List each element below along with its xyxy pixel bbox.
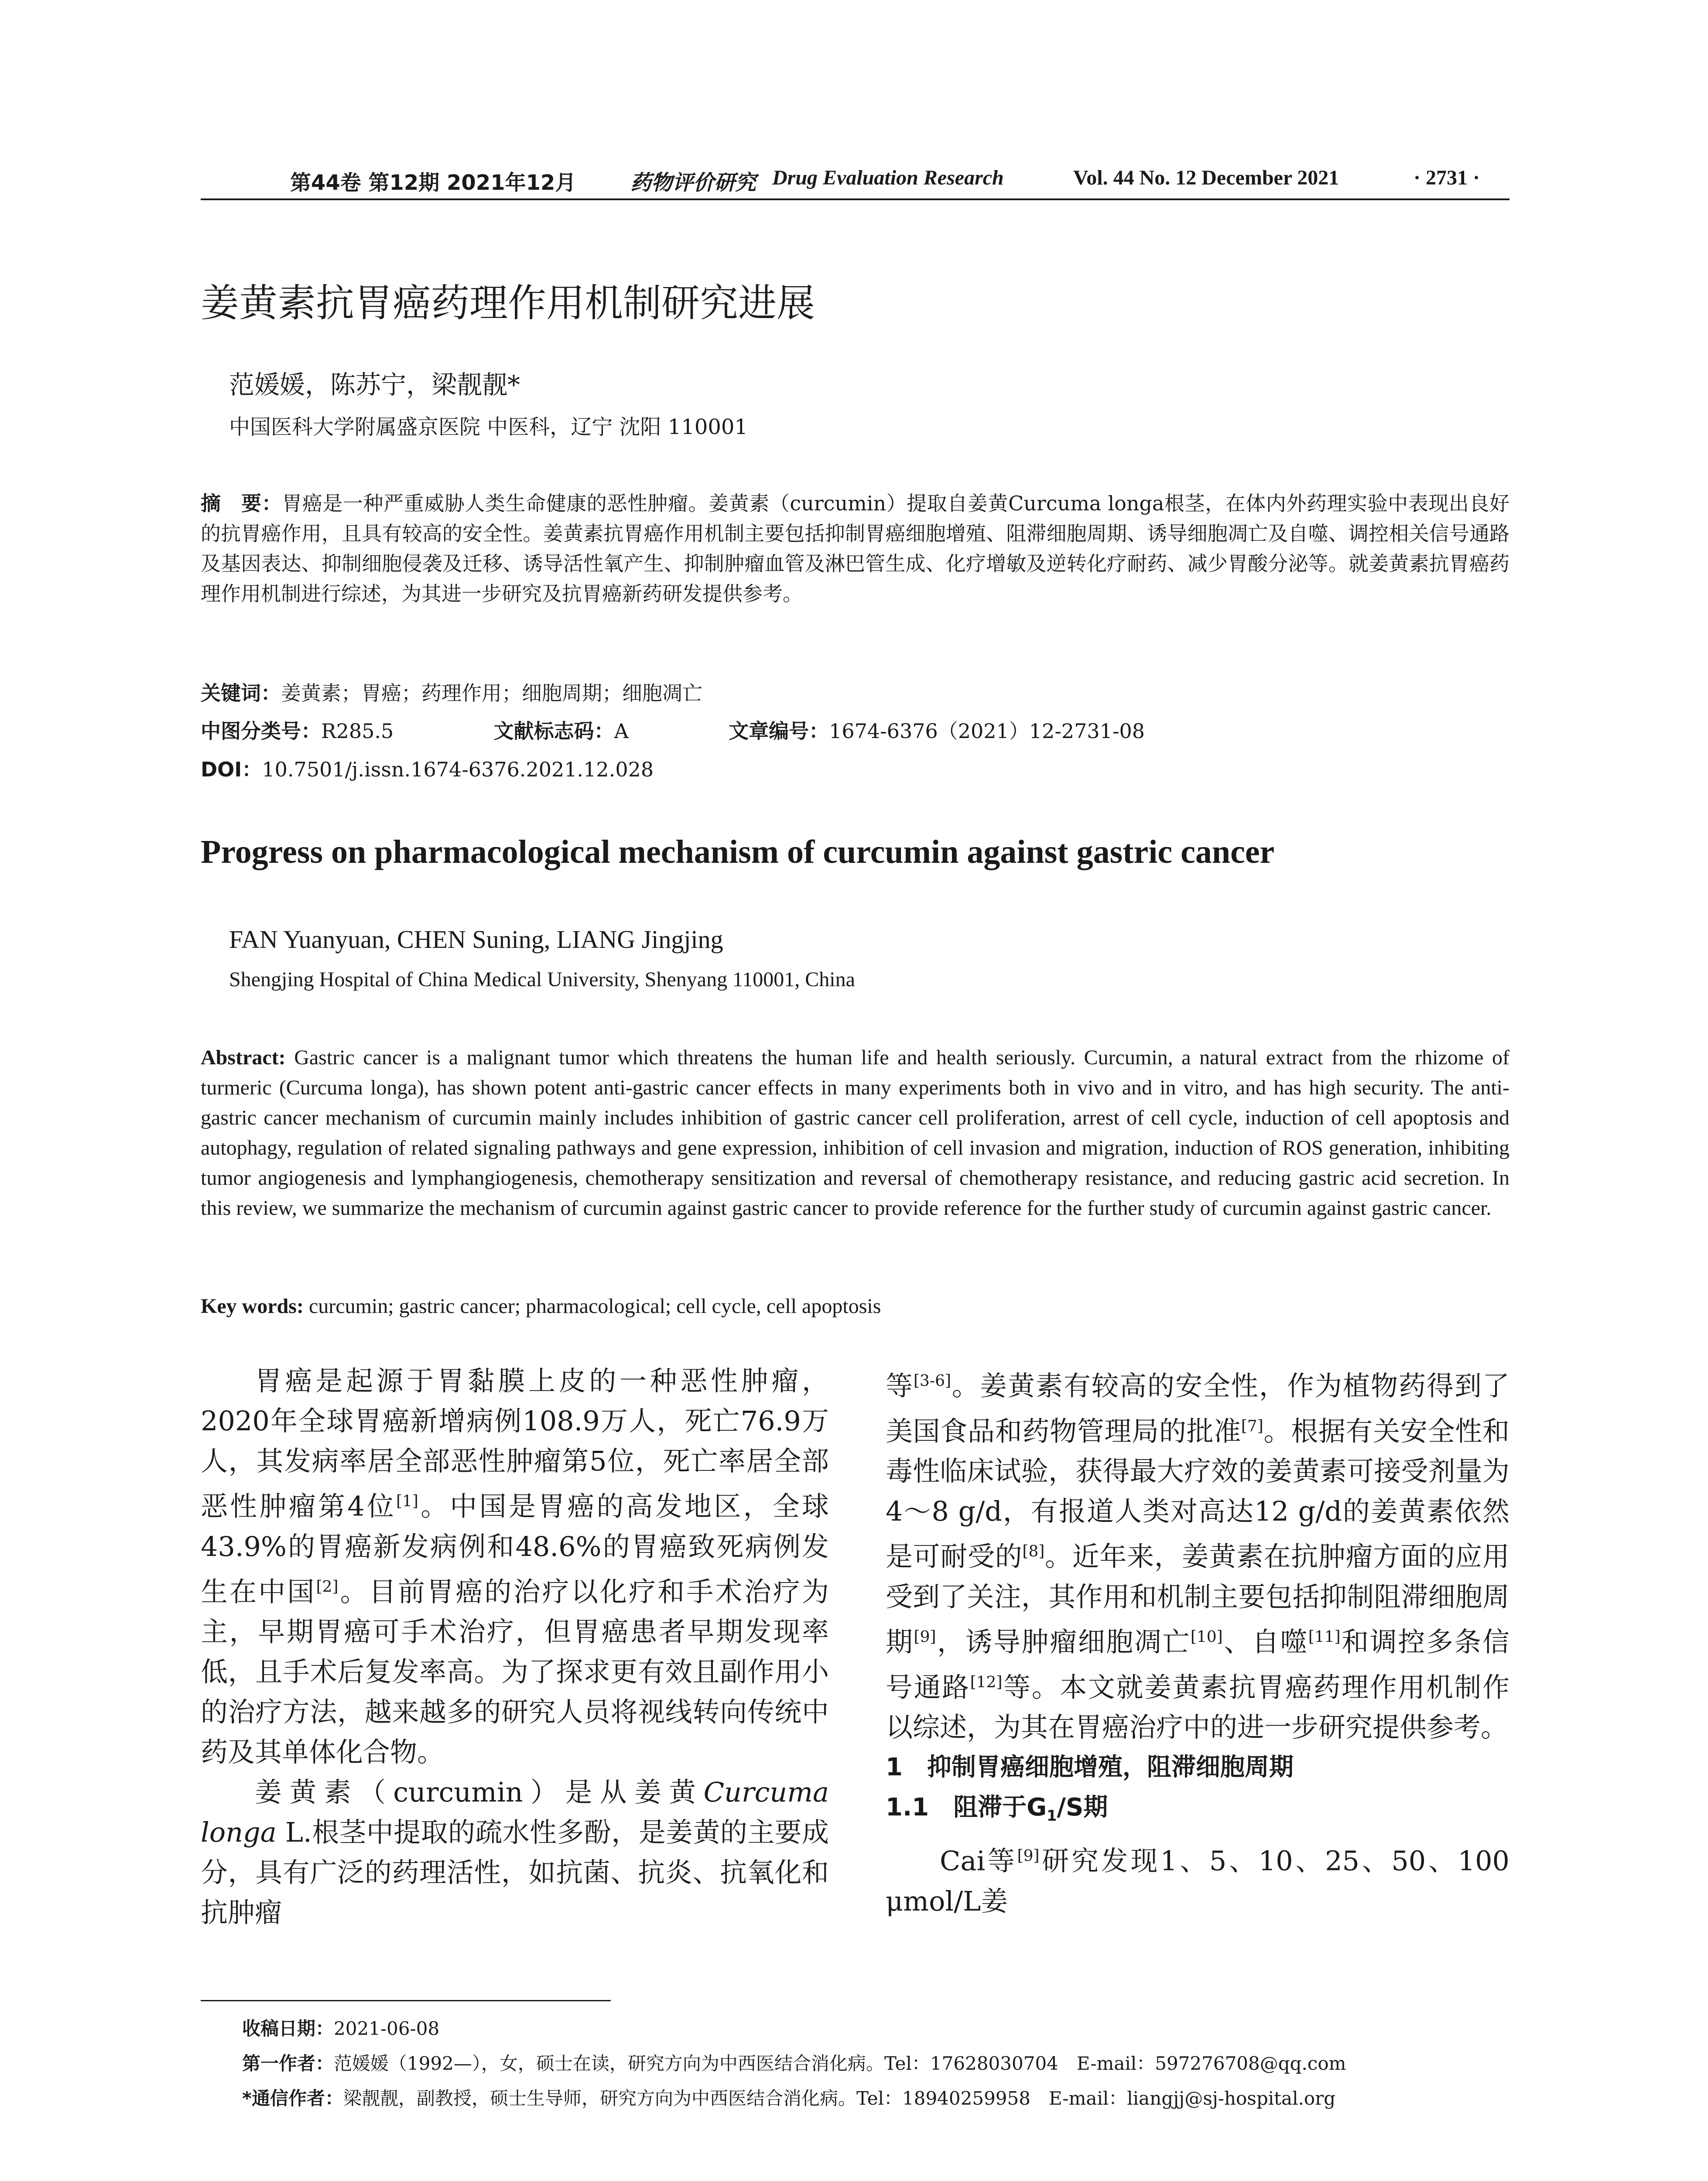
keywords-cn	[201, 678, 1509, 708]
citation[interactable]: [9]	[914, 1627, 936, 1646]
citation[interactable]: [10]	[1190, 1627, 1223, 1646]
affiliation-en: Shengjing Hospital of China Medical University, Shenyang 110001, China	[229, 968, 855, 991]
clc-label: 中图分类号：	[201, 719, 321, 743]
citation[interactable]: [11]	[1308, 1627, 1341, 1646]
keywords-cn-text: 姜黄素；胃癌；药理作用；细胞周期；细胞凋亡	[281, 681, 702, 705]
citation[interactable]: [8]	[1022, 1542, 1045, 1561]
article-no-value: 1674-6376（2021）12-2731-08	[829, 719, 1145, 743]
body-paragraph: 等[3-6]。姜黄素有较高的安全性，作为植物药得到了美国食品和药物管理局的批准[7]。根据有关安全性和毒性临床试验，获得最大疗效的姜黄素可接受剂量为4～8 g/d，有报道人类对高达12 g/d的姜黄素依然是可耐受的[8]。近年来，姜黄素在抗肿瘤方面的应用受到了关注，其作用和机制主要包括抑制阻滞细胞周期[9]，诱导肿瘤细胞凋亡[10]、自噬[11]和调控多条信号通路[12]等。本文就姜黄素抗胃癌药理作用机制作以综述，为其在胃癌治疗中的进一步研究提供参考。	[886, 1370, 1509, 1743]
keywords-en	[201, 1291, 1509, 1321]
keywords-cn-label: 关键词：	[201, 681, 281, 705]
citation[interactable]: [9]	[1017, 1847, 1040, 1865]
body-column-right	[886, 1361, 1509, 1921]
article-title-cn: 姜黄素抗胃癌药理作用机制研究进展	[201, 280, 815, 325]
footnote-rule	[201, 2000, 611, 2001]
authors-cn: 范媛媛，陈苏宁，梁靓靓*	[229, 370, 520, 400]
doc-code-value: A	[614, 719, 629, 743]
authors-en: FAN Yuanyuan, CHEN Suning, LIANG Jingjing	[229, 925, 723, 954]
journal-logo: 药物评价研究	[630, 171, 756, 195]
journal-name-en: Drug Evaluation Research	[772, 166, 1004, 189]
doi-label: DOI：	[201, 758, 262, 781]
body-paragraph: 姜黄素（curcumin）是从姜黄Curcuma longa L.根茎中提取的疏水性多酚，是姜黄的主要成分，具有广泛的药理活性，如抗菌、抗炎、抗氧化和抗肿瘤	[201, 1776, 829, 1929]
volume-issue-cn: 第44卷 第12期 2021年12月	[290, 171, 576, 195]
footnote-received: 收稿日期：2021-06-08	[242, 2018, 440, 2039]
abstract-en-label: Abstract:	[201, 1046, 286, 1069]
clc-value: R285.5	[321, 719, 394, 743]
body-column-left	[201, 1361, 829, 1933]
body-paragraph: 胃癌是起源于胃黏膜上皮的一种恶性肿瘤，2020年全球胃癌新增病例108.9万人，死亡76.9万人，其发病率居全部恶性肿瘤第5位，死亡率居全部恶性肿瘤第4位[1]。中国是胃癌的高发地区，全球43.9%的胃癌新发病例和48.6%的胃癌致死病例发生在中国[2]。目前胃癌的治疗以化疗和手术治疗为主，早期胃癌可手术治疗，但胃癌患者早期发现率低，且手术后复发率高。为了探求更有效且副作用小的治疗方法，越来越多的研究人员将视线转向传统中药及其单体化合物。	[201, 1365, 829, 1768]
running-header	[201, 166, 1509, 196]
citation[interactable]: [12]	[970, 1673, 1003, 1691]
doc-code-label: 文献标志码：	[493, 719, 614, 743]
citation[interactable]: [3-6]	[914, 1372, 951, 1390]
keywords-en-label: Key words:	[201, 1295, 304, 1318]
citation[interactable]: [2]	[316, 1577, 339, 1596]
abstract-cn	[201, 489, 1509, 609]
abstract-en	[201, 1043, 1509, 1223]
abstract-cn-label: 摘 要：	[201, 492, 282, 515]
body-paragraph: Cai等[9]研究发现1、5、10、25、50、100 μmol/L姜	[886, 1845, 1509, 1918]
footnote-corresponding-author: *通信作者：梁靓靓，副教授，硕士生导师，研究方向为中西医结合消化病。Tel：18940259958 E-mail：liangjj@sj-hospital.org	[242, 2088, 1336, 2109]
affiliation-cn: 中国医科大学附属盛京医院 中医科，辽宁 沈阳 110001	[229, 415, 748, 439]
volume-issue-en: Vol. 44 No. 12 December 2021	[1073, 166, 1339, 189]
keywords-en-text: curcumin; gastric cancer; pharmacological; cell cycle, cell apoptosis	[308, 1295, 881, 1318]
classification-line	[201, 716, 1509, 746]
citation[interactable]: [1]	[396, 1492, 418, 1510]
abstract-cn-text: 胃癌是一种严重威胁人类生命健康的恶性肿瘤。姜黄素（curcumin）提取自姜黄Curcuma longa根茎，在体内外药理实验中表现出良好的抗胃癌作用，且具有较高的安全性。姜黄素抗胃癌作用机制主要包括抑制胃癌细胞增殖、阻滞细胞周期、诱导细胞凋亡及自噬、调控相关信号通路及基因表达、抑制细胞侵袭及迁移、诱导活性氧产生、抑制肿瘤血管及淋巴管生成、化疗增敏及逆转化疗耐药、减少胃酸分泌等。就姜黄素抗胃癌药理作用机制进行综述，为其进一步研究及抗胃癌新药研发提供参考。	[201, 492, 1509, 605]
article-title-en: Progress on pharmacological mechanism of curcumin against gastric cancer	[201, 834, 1275, 870]
citation[interactable]: [7]	[1241, 1417, 1263, 1435]
section-heading-1: 1 抑制胃癌细胞增殖，阻滞细胞周期	[886, 1753, 1294, 1782]
article-no-label: 文章编号：	[729, 719, 829, 743]
abstract-en-text: Gastric cancer is a malignant tumor which threatens the human life and health seriously. Curcumin, a natural extract from the rhizome of turmeric (Curcuma longa), has shown potent anti-gastric cancer effects in many experiments both in vivo and in vitro, and has high security. The anti-gastric cancer mechanism of curcumin mainly includes inhibition of gastric cancer cell proliferation, arrest of cell cycle, induction of cell apoptosis and autophagy, regulation of related signaling pathways and gene expression, inhibition of cell invasion and migration, induction of ROS generation, inhibiting tumor angiogenesis and lymphangiogenesis, chemotherapy sensitization and reversal of chemotherapy resistance, and reducing gastric acid secretion. In this review, we summarize the mechanism of curcumin against gastric cancer to provide reference for the further study of curcumin against gastric cancer.	[201, 1046, 1510, 1220]
doi-value: 10.7501/j.issn.1674-6376.2021.12.028	[262, 758, 654, 781]
footnote-first-author: 第一作者：范媛媛（1992—），女，硕士在读，研究方向为中西医结合消化病。Tel：17628030704 E-mail：597276708@qq.com	[242, 2053, 1346, 2074]
header-rule	[201, 198, 1509, 200]
page-number: · 2731 ·	[1414, 166, 1480, 189]
doi-line	[201, 755, 1509, 785]
section-heading-1-1: 1.1 阻滞于$G_1/S$期	[886, 1793, 1108, 1825]
